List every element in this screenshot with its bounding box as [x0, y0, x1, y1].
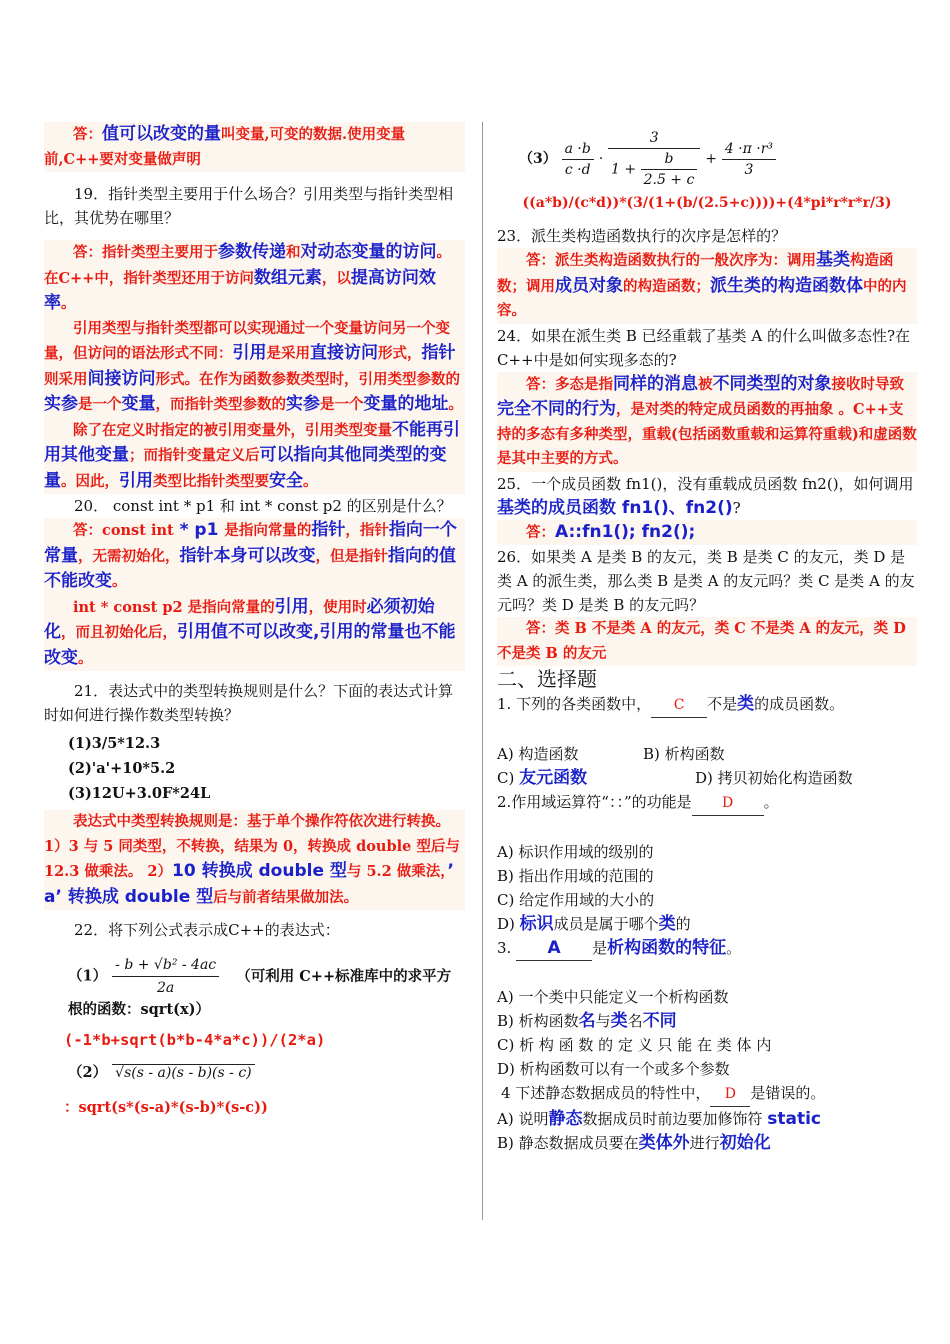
question-21: 21．表达式中的类型转换规则是什么？下面的表达式计算时如何进行操作数类型转换？ — [44, 682, 454, 724]
choice-2: 2.作用域运算符“：：”的功能是 D 。 — [497, 790, 917, 816]
choice-2-option-c: C) 给定作用域的大小的 — [497, 891, 655, 909]
answer-20: 答：const int * p1 是指向常量的指针，指针指向一个常量，无需初始化，指针本身可以改变，但是指针指向的值不能改变。 int * const p2 是指向常量的引用，使用时必须初始化，而且初始化后，引用值不可以改变,引用的常量也不能改变。 — [44, 518, 465, 671]
choice-3-option-d: D) 析构函数可以有一个或多个参数 — [497, 1060, 730, 1078]
choice-4-option-b: B) 静态数据成员要在类体外进行初始化 — [497, 1133, 771, 1153]
choice-1: 1. 下列的各类函数中， C 不是类的成员函数。 — [497, 692, 917, 718]
heron-formula: √s(s - a)(s - b)(s - c) — [112, 1064, 254, 1081]
answer-18: 答：值可以改变的量叫变量,可变的数据.使用变量前,C++要对变量做声明 — [44, 122, 465, 172]
answer-22-1: (-1*b+sqrt(b*b-4*a*c))/(2*a) — [64, 1031, 326, 1049]
choice-2-option-a: A) 标识作用域的级别的 — [497, 843, 654, 861]
answer-21: 表达式中类型转换规则是：基于单个操作符依次进行转换。1）3 与 5 同类型，不转换，结果为 0，转换成 double 型后与 12.3 做乘法。 2）10 转换成 double 型与 5.2 做乘法，’ a’ 转换成 double 型后与前者结果做加法。 — [44, 810, 465, 910]
answer-26: 答：类 B 不是类 A 的友元，类 C 不是类 A 的友元，类 D 不是类 B 的友元 — [497, 617, 917, 666]
answer-19: 答：指针类型主要用于参数传递和对动态变量的访问。在C++中，指针类型还用于访问数组元素，以提高访问效率。 引用类型与指针类型都可以实现通过一个变量访问另一个变量，但访问的语法形式不同：引用是采用直接访问形式，指针则采用间接访问形式。在作为函数参数类型时，引用类型参数的实参是一个变量，而指针类型参数的实参是一个变量的地址。 除了在定义时指定的被引用变量外，引用类型变量不能再引用其他变量；而指针变量定义后可以指向其他同类型的变量。因此，引用类型比指针类型要安全。 — [44, 240, 465, 494]
question-21-item-2: (2)'a'+10*5.2 — [68, 760, 176, 777]
question-24: 24．如果在派生类 B 已经重载了基类 A 的什么叫做多态性?在 C++中是如何实现多态的? — [497, 326, 911, 369]
choice-1-options-cd: C) 友元函数 D) 拷贝初始化构造函数 — [497, 768, 853, 788]
question-21-item-1: (1)3/5*12.3 — [68, 735, 161, 752]
question-22-part-3: （3） $\frac{a \cdot b}{c \cdot d}$ · 3 1 + $\frac{b}{2.5 + c}$ + $\frac{\text{4 ·π ·r³}}{3}$ — [497, 128, 917, 190]
choice-4-option-a: A) 说明静态数据成员时前边要加修饰符 static — [497, 1109, 821, 1129]
question-21-item-3: (3)12U+3.0F*24L — [68, 785, 211, 802]
left-column — [44, 122, 465, 1117]
choice-4: 4 下述静态数据成员的特性中， D 是错误的。 — [497, 1081, 917, 1107]
question-20: 20． const int * p1 和 int * const p2 的区别是什么？ — [74, 497, 452, 515]
column-divider — [482, 122, 483, 1220]
quadratic-formula: $\frac{\text{- b + √b² - 4ac}}{2a}$ — [112, 954, 219, 999]
right-column — [497, 128, 917, 1155]
question-22-part-2: （2） √s(s - a)(s - b)(s - c) — [44, 1061, 465, 1082]
answer-22-3: ((a*b)/(c*d))*(3/(1+(b/(2.5+c))))+(4*pi*r*r*r/3) — [522, 195, 892, 211]
choice-3-option-c: C) 析 构 函 数 的 定 义 只 能 在 类 体 内 — [497, 1036, 772, 1054]
answer-22-2: ：sqrt(s*(s-a)*(s-b)*(s-c)) — [64, 1099, 268, 1116]
section-heading-choice: 二、选择题 — [497, 667, 597, 691]
question-23: 23．派生类构造函数执行的次序是怎样的？ — [497, 227, 787, 245]
answer-23: 答：派生类构造函数执行的一般次序为：调用基类构造函数；调用成员对象的构造函数；派生类的构造函数体中的内容。 — [497, 248, 917, 324]
question-26: 26．如果类 A 是类 B 的友元，类 B 是类 C 的友元，类 D 是类 A 的派生类，那么类 B 是类 A 的友元吗？类 C 是类 A 的友元吗？类 D 是类 B 的友元吗？ — [497, 548, 915, 614]
answer-25: 答：A::fn1(); fn2(); — [497, 520, 917, 546]
choice-3-option-a: A) 一个类中只能定义一个析构函数 — [497, 988, 729, 1006]
question-22-part-1: （1） $\frac{\text{- b + √b² - 4ac}}{2a}$ （可利用 C++标准库中的求平方根的函数：sqrt(x)） — [44, 954, 465, 1021]
choice-1-options-ab: A) 构造函数 B) 析构函数 — [497, 745, 725, 763]
choice-2-option-b: B) 指出作用域的范围的 — [497, 867, 654, 885]
choice-3: 3. A 是析构函数的特征。 — [497, 936, 917, 961]
question-19: 19．指针类型主要用于什么场合？引用类型与指针类型相比，其优势在哪里？ — [44, 185, 454, 227]
question-22: 22．将下列公式表示成C++的表达式： — [74, 921, 340, 939]
choice-2-option-d: D) 标识成员是属于哪个类的 — [497, 914, 691, 934]
question-25: 25．一个成员函数 fn1()，没有重载成员函数 fn2()，如何调用基类的成员函数 fn1()、fn2()? — [497, 474, 914, 518]
answer-24: 答：多态是指同样的消息被不同类型的对象接收时导致完全不同的行为，是对类的特定成员函数的再抽象 。C++支持的多态有多种类型，重载(包括函数重载和运算符重载)和虚函数是其中主要的方式。 — [497, 372, 917, 472]
choice-3-option-b: B) 析构函数名与类名不同 — [497, 1011, 677, 1031]
